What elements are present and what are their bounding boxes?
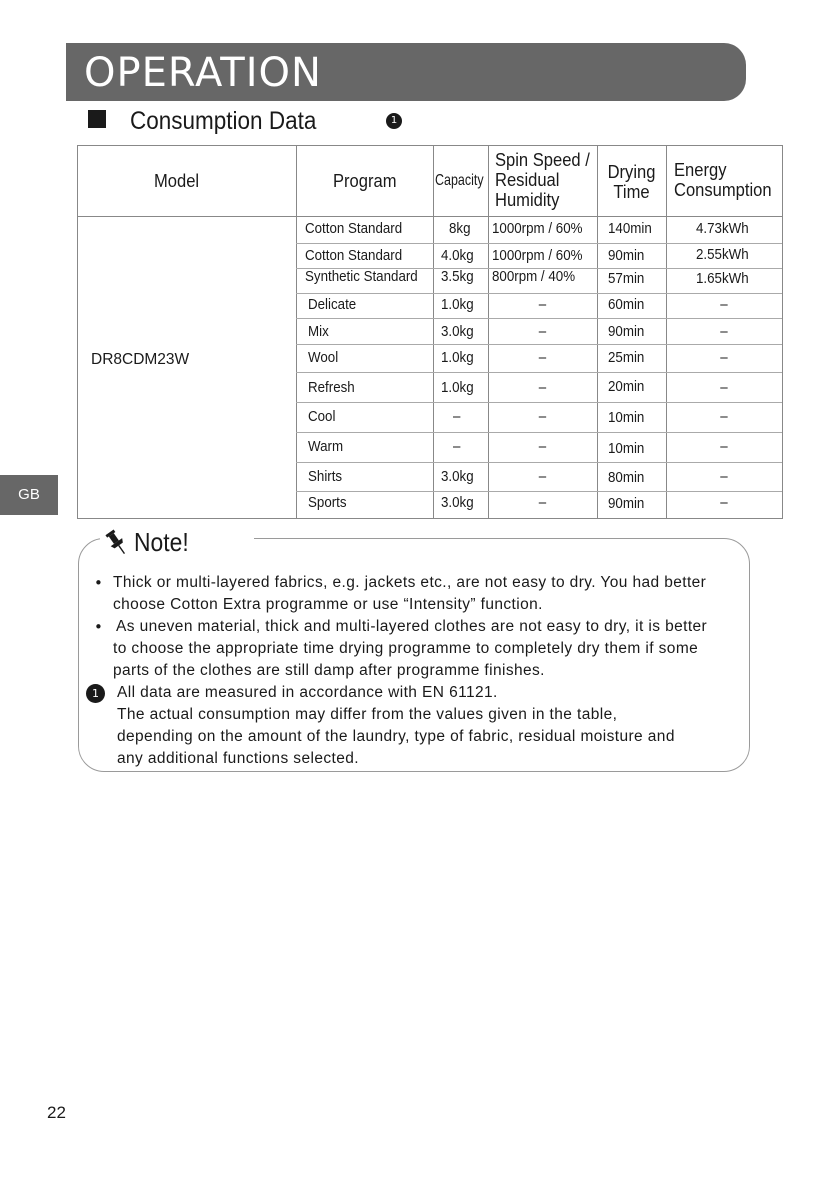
header-energy-1: Energy: [674, 160, 727, 180]
row-spin: –: [538, 439, 547, 455]
row-energy: –: [720, 409, 728, 425]
row-drying-time: 25min: [608, 350, 645, 366]
row-spin: –: [538, 380, 547, 396]
row-capacity: 3.0kg: [441, 324, 474, 340]
row-capacity: 1.0kg: [441, 350, 474, 366]
page-title: OPERATION: [84, 50, 322, 96]
bullet-icon: •: [94, 618, 103, 636]
header-bar: [66, 43, 746, 101]
row-program: Shirts: [308, 469, 343, 485]
header-program: Program: [333, 171, 397, 191]
note-text: to choose the appropriate time drying programme to completely dry them if some: [113, 640, 699, 657]
row-spin: –: [538, 324, 547, 340]
header-energy-2: Consumption: [674, 180, 772, 200]
row-divider: [296, 293, 782, 294]
note-text: The actual consumption may differ from the values given in the table,: [117, 706, 618, 723]
row-program: Sports: [308, 495, 347, 511]
row-drying-time: 60min: [608, 297, 645, 313]
footnote-ref-marker: 1: [86, 684, 105, 703]
header-drying-2: Time: [613, 182, 650, 202]
row-energy: 4.73kWh: [696, 221, 749, 237]
row-drying-time: 80min: [608, 470, 645, 486]
row-drying-time: 57min: [608, 271, 645, 287]
square-bullet-icon: [88, 110, 106, 128]
row-program: Mix: [308, 324, 329, 340]
row-energy: –: [720, 324, 728, 340]
bullet-icon: •: [94, 574, 103, 592]
row-program: Cotton Standard: [305, 248, 403, 264]
row-spin: –: [538, 409, 547, 425]
row-program: Synthetic Standard: [305, 269, 418, 285]
row-drying-time: 10min: [608, 441, 645, 457]
row-spin: –: [538, 350, 547, 366]
row-energy: –: [720, 469, 728, 485]
note-text: any additional functions selected.: [117, 750, 359, 767]
row-energy: –: [720, 297, 728, 313]
row-energy: –: [720, 350, 728, 366]
page-number: 22: [47, 1103, 66, 1122]
language-tab: GB: [0, 475, 58, 515]
note-text: As uneven material, thick and multi-layered clothes are not easy to dry, it is better: [116, 618, 708, 635]
row-capacity: 8kg: [449, 221, 471, 237]
row-drying-time: 140min: [608, 221, 652, 237]
row-capacity: 1.0kg: [441, 297, 474, 313]
row-program: Warm: [308, 439, 344, 455]
row-energy: 1.65kWh: [696, 271, 749, 287]
row-divider: [296, 491, 782, 492]
row-program: Refresh: [308, 380, 355, 396]
row-capacity: 1.0kg: [441, 380, 474, 396]
header-drying-1: Drying: [607, 162, 656, 182]
header-capacity: Capacity: [435, 172, 484, 189]
row-spin: 800rpm / 40%: [492, 269, 576, 285]
note-text: parts of the clothes are still damp after programme finishes.: [113, 662, 545, 679]
section-title: Consumption Data: [130, 107, 317, 135]
note-title: Note!: [134, 527, 189, 557]
row-drying-time: 90min: [608, 248, 645, 264]
footnote-ref-marker: 1: [386, 113, 402, 129]
pushpin-icon: [104, 528, 130, 558]
row-capacity: 3.0kg: [441, 495, 474, 511]
row-divider: [296, 462, 782, 463]
row-program: Wool: [308, 350, 339, 366]
note-text: depending on the amount of the laundry, type of fabric, residual moisture and: [117, 728, 675, 745]
row-drying-time: 90min: [608, 324, 645, 340]
row-program: Delicate: [308, 297, 357, 313]
header-spin-3: Humidity: [495, 190, 560, 210]
row-divider: [296, 432, 782, 433]
row-capacity: –: [453, 409, 461, 425]
row-divider: [296, 402, 782, 403]
row-energy: –: [720, 495, 728, 511]
row-drying-time: 10min: [608, 410, 645, 426]
note-heading: [100, 524, 254, 560]
row-spin: 1000rpm / 60%: [492, 221, 583, 237]
header-divider: [78, 216, 782, 217]
model-name: DR8CDM23W: [91, 351, 190, 368]
header-spin-2: Residual: [495, 170, 560, 190]
row-capacity: 3.5kg: [441, 269, 474, 285]
row-program: Cool: [308, 409, 336, 425]
row-capacity: –: [453, 439, 461, 455]
row-divider: [296, 318, 782, 319]
row-energy: –: [720, 380, 728, 396]
header-spin-1: Spin Speed /: [495, 150, 590, 170]
row-divider: [296, 372, 782, 373]
note-text: Thick or multi-layered fabrics, e.g. jackets etc., are not easy to dry. You had better: [113, 574, 707, 591]
row-divider: [296, 344, 782, 345]
row-energy: –: [720, 439, 728, 455]
header-model: Model: [154, 171, 200, 191]
row-capacity: 4.0kg: [441, 248, 474, 264]
row-spin: –: [538, 495, 547, 511]
row-divider: [296, 243, 782, 244]
row-capacity: 3.0kg: [441, 469, 474, 485]
row-drying-time: 90min: [608, 496, 645, 512]
row-energy: 2.55kWh: [696, 247, 749, 263]
row-drying-time: 20min: [608, 379, 645, 395]
row-spin: –: [538, 469, 547, 485]
note-text: All data are measured in accordance with EN 61121.: [117, 684, 498, 701]
row-spin: –: [538, 297, 547, 313]
note-text: choose Cotton Extra programme or use “Intensity” function.: [113, 596, 543, 613]
row-program: Cotton Standard: [305, 221, 403, 237]
section-heading: [88, 106, 488, 136]
row-spin: 1000rpm / 60%: [492, 248, 583, 264]
consumption-table: [77, 145, 783, 519]
